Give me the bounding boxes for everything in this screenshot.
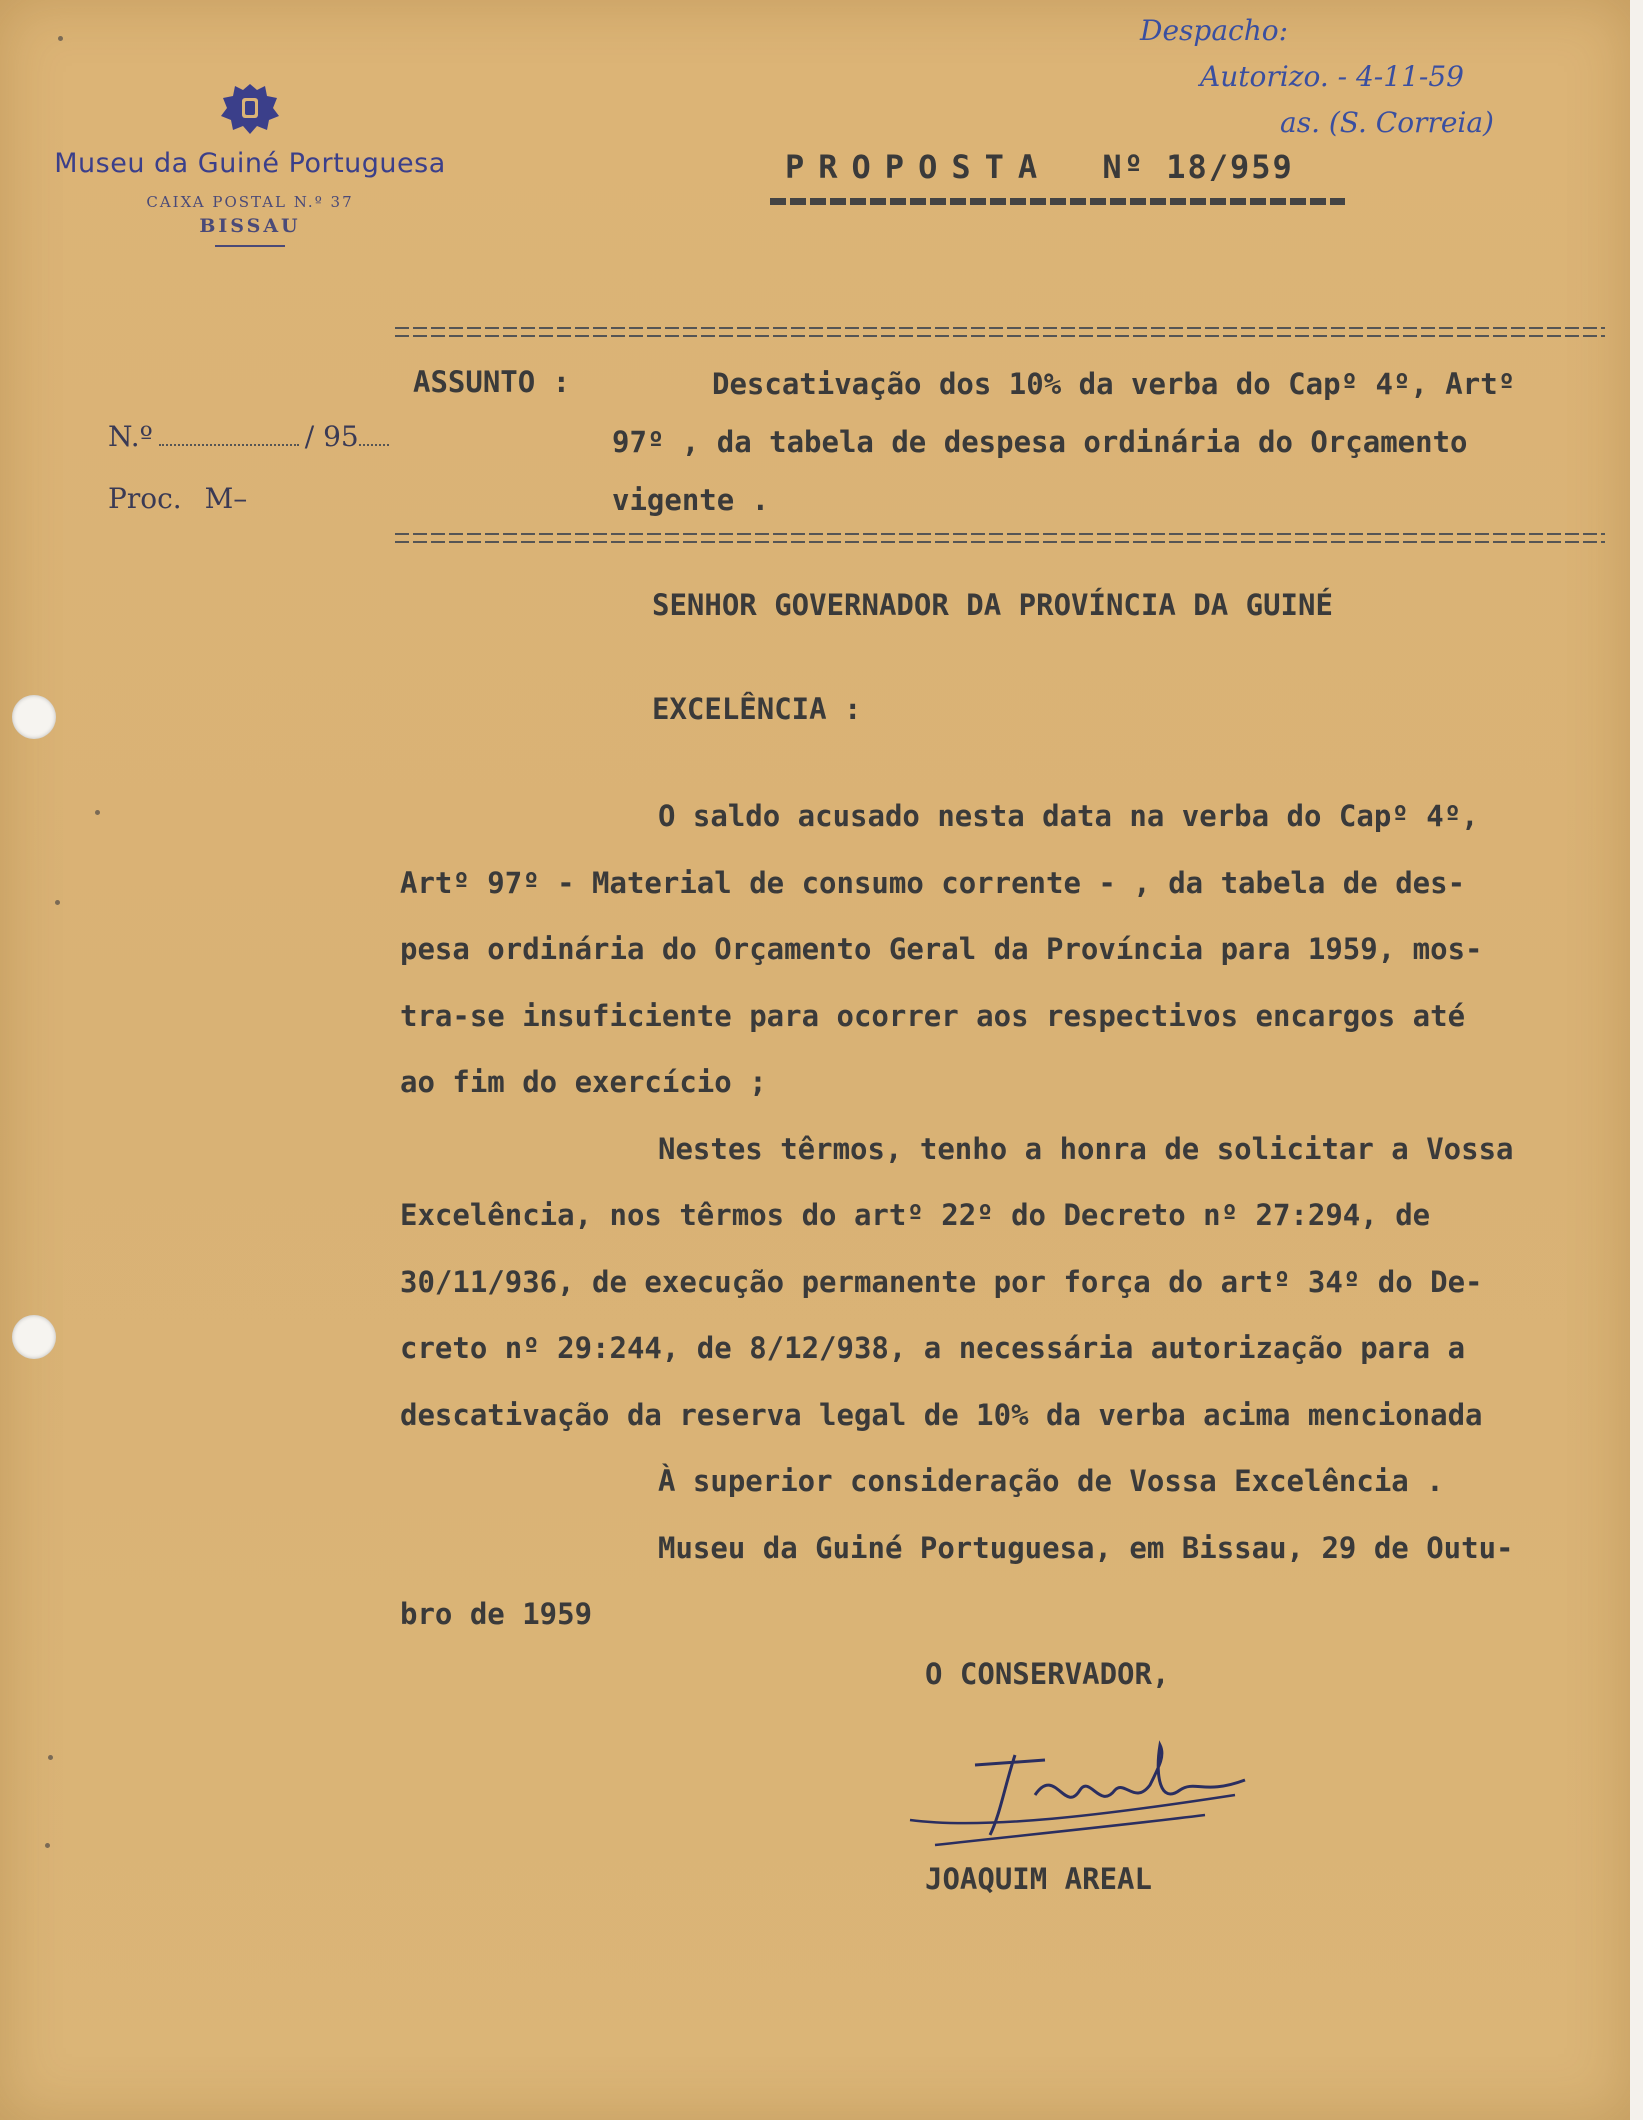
city-name: BISSAU xyxy=(199,215,301,237)
letter-body xyxy=(400,783,1630,1648)
reference-number xyxy=(108,420,389,453)
speck xyxy=(45,1843,50,1848)
subject-top-rule xyxy=(395,327,1605,337)
body-line: Excelência, nos têrmos do artº 22º do Decreto nº 27:294, de xyxy=(400,1198,1431,1232)
subject-bottom-rule xyxy=(395,533,1605,543)
body-line: À superior consideração de Vossa Excelência . xyxy=(658,1464,1444,1498)
postal-box: CAIXA POSTAL N.º 37 xyxy=(146,193,354,211)
subject-line-1: Descativação dos 10% da verba do Capº 4º, Artº xyxy=(712,367,1516,401)
body-line: creto nº 29:244, de 8/12/938, a necessária autorização para a xyxy=(400,1331,1466,1365)
speck xyxy=(95,810,100,815)
proposal-number: Nº 18/959 xyxy=(1102,148,1294,186)
handwritten-signature xyxy=(905,1735,1255,1855)
closing: O CONSERVADOR, xyxy=(925,1657,1170,1691)
handwritten-dispatch-note xyxy=(1130,8,1590,146)
reference-number-suffix: / 95 xyxy=(304,420,359,453)
body-line: pesa ordinária do Orçamento Geral da Província para 1959, mos- xyxy=(400,932,1483,966)
reference-number-label: N.º xyxy=(108,420,153,453)
coat-of-arms-icon xyxy=(215,80,285,138)
proposal-heading xyxy=(785,148,1294,186)
punch-hole-top xyxy=(12,695,56,739)
proposal-word: PROPOSTA xyxy=(785,148,1052,186)
dispatch-signature: as. (S. Correia) xyxy=(1280,106,1494,139)
subject-line-2: 97º , da tabela de despesa ordinária do Orçamento xyxy=(612,425,1468,459)
museum-name: Museu da Guiné Portuguesa xyxy=(54,148,446,179)
speck xyxy=(55,900,60,905)
process-value: M– xyxy=(204,482,248,515)
speck xyxy=(58,36,63,41)
letterhead-divider xyxy=(215,245,285,247)
body-line: Nestes têrmos, tenho a honra de solicitar a Vossa xyxy=(658,1131,1514,1166)
body-line: ao fim do exercício ; xyxy=(400,1065,767,1099)
proposal-underline xyxy=(770,198,1345,205)
dotted-fill xyxy=(359,444,389,446)
subject-label: ASSUNTO : xyxy=(413,365,571,399)
subject-line-3: vigente . xyxy=(612,483,770,517)
body-line: bro de 1959 xyxy=(400,1597,593,1631)
body-line: 30/11/936, de execução permanente por força do artº 34º do De- xyxy=(400,1264,1483,1299)
body-line: Artº 97º - Material de consumo corrente - , da tabela de des- xyxy=(400,865,1466,900)
body-line: tra-se insuficiente para ocorrer aos respectivos encargos até xyxy=(400,998,1466,1033)
punch-hole-bottom xyxy=(12,1315,56,1359)
body-line: Museu da Guiné Portuguesa, em Bissau, 29 de Outu- xyxy=(658,1530,1514,1565)
dotted-fill xyxy=(159,444,299,446)
subject-text xyxy=(612,355,1632,529)
dispatch-authorization: Autorizo. - 4-11-59 xyxy=(1200,60,1464,93)
addressee: SENHOR GOVERNADOR DA PROVÍNCIA DA GUINÉ xyxy=(652,588,1333,622)
signer-name: JOAQUIM AREAL xyxy=(925,1862,1152,1896)
process-label: Proc. xyxy=(108,482,182,515)
letterhead xyxy=(30,80,470,247)
salutation: EXCELÊNCIA : xyxy=(652,692,862,726)
body-line: descativação da reserva legal de 10% da verba acima mencionada xyxy=(400,1397,1483,1432)
body-line: O saldo acusado nesta data na verba do Capº 4º, xyxy=(658,799,1479,833)
process-reference xyxy=(108,482,247,515)
paper-edge xyxy=(1630,0,1643,2120)
dispatch-title: Despacho: xyxy=(1140,14,1289,47)
speck xyxy=(48,1755,53,1760)
